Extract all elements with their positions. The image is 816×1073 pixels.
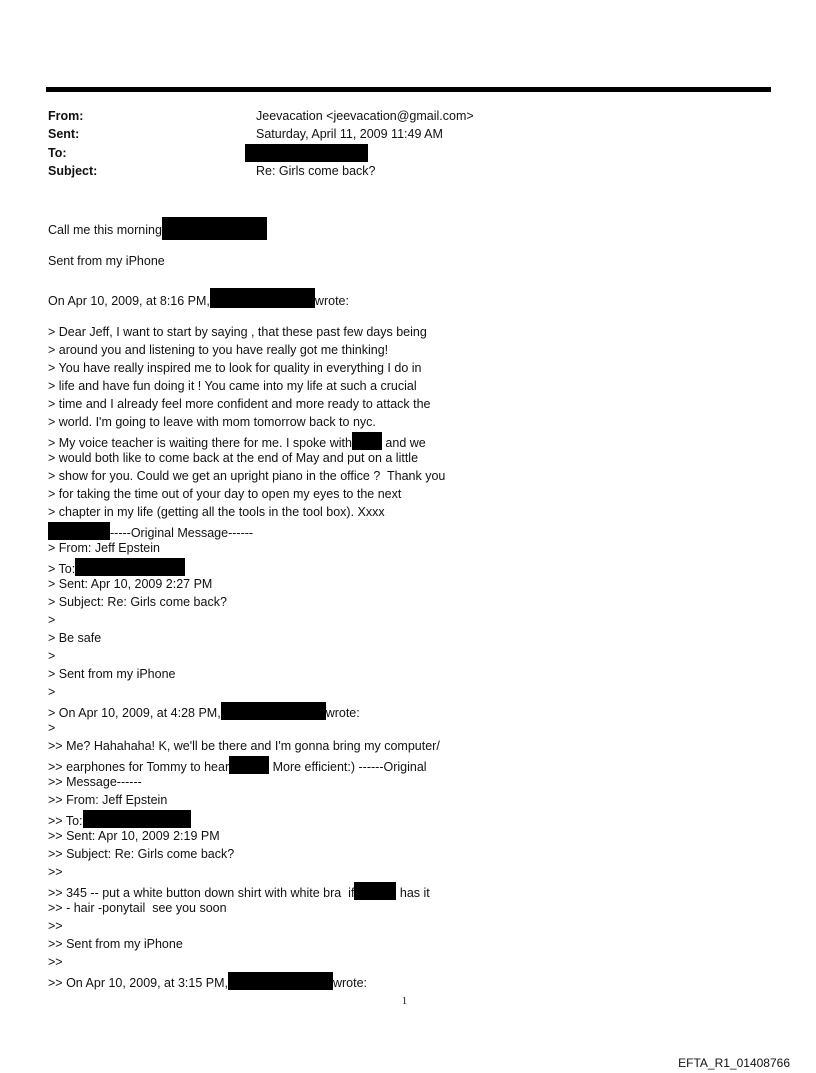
page-number: 1 <box>402 996 407 1007</box>
body-line: >> Subject: Re: Girls come back? <box>48 847 235 861</box>
redaction-block <box>83 810 191 828</box>
body-line: > Sent: Apr 10, 2009 2:27 PM <box>48 577 213 591</box>
body-line: >> Sent: Apr 10, 2009 2:19 PM <box>48 829 220 843</box>
body-line: >> <box>48 919 63 933</box>
body-line: >> <box>48 865 63 879</box>
redaction-block <box>48 522 110 540</box>
body-line: >> Me? Hahahaha! K, we'll be there and I'm gonna bring my computer/ <box>48 739 440 753</box>
body-line: > time and I already feel more confident and more ready to attack the <box>48 397 431 411</box>
body-line: > show for you. Could we get an upright piano in the office ? Thank you <box>48 469 446 483</box>
body-line: >> To: <box>48 810 191 829</box>
body-line: > Be safe <box>48 631 102 645</box>
body-line: > <box>48 649 56 663</box>
redaction-to <box>245 144 368 162</box>
body-line: > world. I'm going to leave with mom tomorrow back to nyc. <box>48 415 376 429</box>
from-value: Jeevacation <jeevacation@gmail.com> <box>256 109 474 123</box>
body-line: > life and have fun doing it ! You came into my life at such a crucial <box>48 379 417 393</box>
body-line: > would both like to come back at the end of May and put on a little <box>48 451 419 465</box>
body-line: Sent from my iPhone <box>48 254 165 268</box>
body-line: > for taking the time out of your day to open my eyes to the next <box>48 487 402 501</box>
body-line: -----Original Message------ <box>48 522 253 541</box>
redaction-block <box>210 288 315 308</box>
body-line: >> earphones for Tommy to hear More efficient:) ------Original <box>48 756 427 775</box>
subject-label: Subject: <box>48 164 98 178</box>
body-line: > You have really inspired me to look for quality in everything I do in <box>48 361 422 375</box>
body-line: >> 345 -- put a white button down shirt with white bra if has it <box>48 882 430 901</box>
body-line: > My voice teacher is waiting there for me. I spoke with and we <box>48 432 426 451</box>
redaction-block <box>221 702 326 720</box>
body-line: >> From: Jeff Epstein <box>48 793 168 807</box>
redaction-block <box>228 972 333 990</box>
sent-value: Saturday, April 11, 2009 11:49 AM <box>256 127 443 141</box>
to-label: To: <box>48 146 67 160</box>
body-line: > Sent from my iPhone <box>48 667 176 681</box>
body-line: > Dear Jeff, I want to start by saying , that these past few days being <box>48 325 427 339</box>
from-label: From: <box>48 109 84 123</box>
header-rule <box>46 87 771 92</box>
body-line: >> Sent from my iPhone <box>48 937 183 951</box>
body-line: > From: Jeff Epstein <box>48 541 160 555</box>
body-line: Call me this morning <box>48 217 267 240</box>
body-line: >> On Apr 10, 2009, at 3:15 PM, wrote: <box>48 972 367 991</box>
body-line: >> Message------ <box>48 775 142 789</box>
redaction-block <box>229 756 269 774</box>
body-line: > <box>48 721 56 735</box>
redaction-block <box>354 882 396 900</box>
document-id: EFTA_R1_01408766 <box>678 1056 790 1070</box>
redaction-block <box>162 217 267 240</box>
body-line: > <box>48 613 56 627</box>
body-line: > around you and listening to you have really got me thinking! <box>48 343 389 357</box>
body-line: > To: <box>48 558 185 577</box>
redaction-block <box>352 432 382 450</box>
sent-label: Sent: <box>48 127 80 141</box>
body-line: On Apr 10, 2009, at 8:16 PM, wrote: <box>48 288 349 309</box>
body-line: > chapter in my life (getting all the tools in the tool box). Xxxx <box>48 505 385 519</box>
body-line: >> - hair -ponytail see you soon <box>48 901 227 915</box>
body-line: >> <box>48 955 63 969</box>
redaction-block <box>75 558 185 576</box>
subject-value: Re: Girls come back? <box>256 164 376 178</box>
body-line: > On Apr 10, 2009, at 4:28 PM, wrote: <box>48 702 360 721</box>
body-line: > Subject: Re: Girls come back? <box>48 595 227 609</box>
body-line: > <box>48 685 56 699</box>
